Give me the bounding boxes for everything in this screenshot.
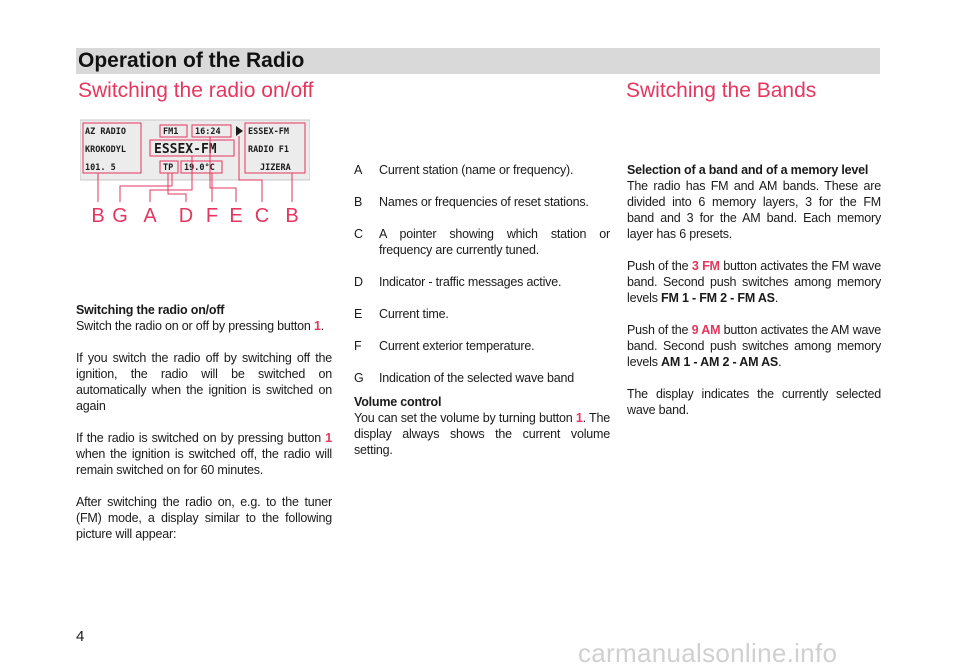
- display-row3-left: 101. 5: [85, 163, 116, 173]
- heading-band-selection: Selection of a band and of a memory level: [627, 163, 869, 177]
- heading-volume: Volume control: [354, 395, 442, 409]
- callout-letter-6: E: [229, 205, 243, 226]
- button-ref-am: 9 AM: [691, 323, 721, 337]
- callout-letter-3: A: [143, 205, 157, 226]
- radio-display-illustration: [80, 118, 310, 226]
- display-row3-right: JIZERA: [260, 163, 291, 173]
- display-row1-right: ESSEX-FM: [248, 127, 289, 137]
- display-row2-left: KROKODYL: [85, 145, 126, 155]
- display-row1-left: AZ RADIO: [85, 127, 126, 137]
- am-levels: AM 1 - AM 2 - AM AS: [661, 355, 779, 369]
- display-temp: 19.0°C: [184, 163, 215, 173]
- paragraph-60-minutes: If the radio is switched on by pressing button 1 when the ignition is switched off, the radio will remain switched on for 60 minutes.: [76, 431, 332, 477]
- button-ref-volume: 1: [575, 411, 583, 425]
- button-ref-1b: 1: [325, 431, 332, 445]
- display-time: 16:24: [195, 127, 221, 137]
- middle-column: [354, 162, 610, 474]
- page-title: Operation of the Radio: [78, 49, 305, 72]
- legend-item: D Indicator - traffic messages active.: [354, 275, 562, 289]
- display-tp: TP: [163, 163, 174, 173]
- page-number: 4: [76, 628, 85, 645]
- callout-letter-2: G: [112, 205, 128, 226]
- left-column: [76, 302, 332, 558]
- display-station: ESSEX-FM: [154, 142, 217, 157]
- legend-item: B Names or frequencies of reset stations.: [354, 195, 589, 209]
- legend-item: F Current exterior temperature.: [354, 339, 535, 353]
- callout-letter-1: B: [91, 205, 105, 226]
- button-ref-1: 1: [313, 319, 321, 333]
- display-row2-right: RADIO F1: [248, 145, 289, 155]
- paragraph-display-appears: After switching the radio on, e.g. to the tuner (FM) mode, a display similar to the following picture will appear:: [76, 495, 332, 541]
- legend-item: A Current station (name or frequency).: [354, 163, 574, 177]
- watermark: carmanualsonline.info: [578, 638, 838, 668]
- fm-levels: FM 1 - FM 2 - FM AS: [661, 291, 775, 305]
- display-band: FM1: [163, 127, 179, 137]
- callout-letter-4: D: [178, 205, 194, 226]
- legend-item: G Indication of the selected wave band: [354, 371, 575, 385]
- paragraph-fm: Push of the 3 FM button activates the FM wave band. Second push switches among memory levels FM 1 - FM 2 - FM AS.: [627, 259, 881, 305]
- heading-on-off: Switching the radio on/off: [76, 303, 225, 317]
- callout-letter-8: B: [285, 205, 299, 226]
- paragraph-volume: Volume control You can set the volume by turning button 1. The display always shows the current volume setting.: [354, 395, 610, 457]
- legend-item: E Current time.: [354, 307, 449, 321]
- right-column: [627, 162, 881, 434]
- paragraph-bands: Selection of a band and of a memory level The radio has FM and AM bands. These are divided into 6 memory layers, 3 for the FM band and 3 for the AM band. Each memory layer has 6 presets.: [627, 163, 881, 241]
- callout-letter-7: C: [254, 205, 270, 226]
- legend-item: C A pointer showing which station or frequency are currently tuned.: [354, 227, 610, 257]
- callout-letter-5: F: [205, 205, 219, 226]
- paragraph-display-band: The display indicates the currently selected wave band.: [627, 387, 881, 417]
- paragraph-am: Push of the 9 AM button activates the AM wave band. Second push switches among memory levels AM 1 - AM 2 - AM AS.: [627, 323, 882, 369]
- paragraph-on-off: Switching the radio on/off Switch the radio on or off by pressing button 1.: [76, 303, 324, 333]
- paragraph-ignition: If you switch the radio off by switching off the ignition, the radio will be switched on automatically when the ignition is switched on again: [76, 351, 332, 413]
- section-title-switching-bands: Switching the Bands: [626, 79, 817, 102]
- section-title-radio-on-off: Switching the radio on/off: [78, 79, 314, 102]
- button-ref-fm: 3 FM: [691, 259, 720, 273]
